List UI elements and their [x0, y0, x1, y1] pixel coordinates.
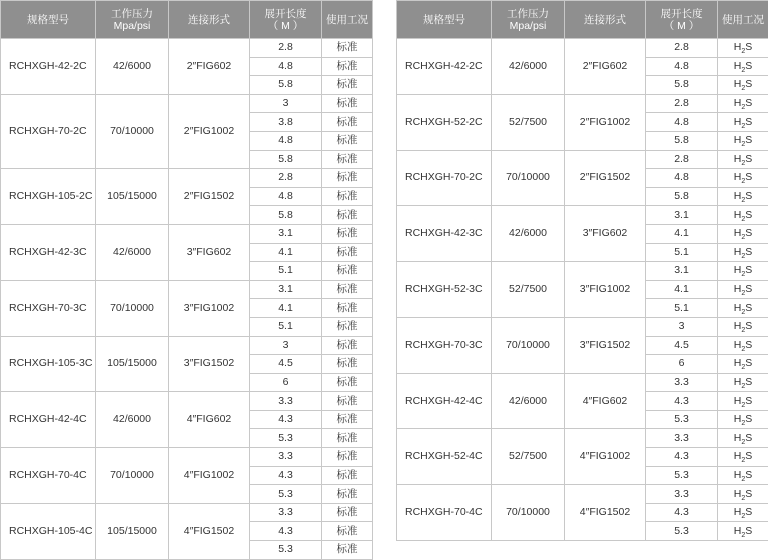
- condition-cell: 标准: [322, 169, 373, 188]
- condition-cell: $H_2S$: [718, 169, 768, 188]
- length-cell: 2.8: [646, 39, 718, 58]
- header-condition: 使用工况: [718, 1, 768, 39]
- model-cell: RCHXGH-70-2C: [397, 150, 492, 206]
- connection-cell: 3″FIG602: [169, 224, 250, 280]
- pressure-cell: 42/6000: [492, 39, 565, 95]
- table-row: [397, 317, 768, 336]
- pressure-cell: 70/10000: [492, 317, 565, 373]
- model-cell: RCHXGH-70-3C: [397, 317, 492, 373]
- table-row: [397, 150, 768, 169]
- model-cell: RCHXGH-105-4C: [1, 503, 96, 559]
- pressure-cell: 42/6000: [96, 39, 169, 95]
- model-cell: RCHXGH-70-4C: [1, 448, 96, 504]
- condition-cell: 标准: [322, 224, 373, 243]
- length-cell: 3: [250, 94, 322, 113]
- condition-cell: 标准: [322, 150, 373, 169]
- header-connection: 连接形式: [565, 1, 646, 39]
- condition-cell: $H_2S$: [718, 243, 768, 262]
- condition-cell: $H_2S$: [718, 522, 768, 541]
- pressure-cell: 70/10000: [492, 150, 565, 206]
- connection-cell: 3″FIG1002: [565, 262, 646, 318]
- table-row: [1, 336, 373, 355]
- connection-cell: 2″FIG602: [169, 39, 250, 95]
- condition-cell: 标准: [322, 503, 373, 522]
- length-cell: 4.8: [250, 187, 322, 206]
- connection-cell: 4″FIG1502: [565, 485, 646, 541]
- condition-cell: 标准: [322, 243, 373, 262]
- header-condition: 使用工况: [322, 1, 373, 39]
- condition-cell: $H_2S$: [718, 150, 768, 169]
- model-cell: RCHXGH-52-4C: [397, 429, 492, 485]
- condition-cell: $H_2S$: [718, 187, 768, 206]
- length-cell: 4.3: [250, 466, 322, 485]
- connection-cell: 2″FIG1002: [565, 94, 646, 150]
- condition-cell: $H_2S$: [718, 466, 768, 485]
- table-row: [1, 392, 373, 411]
- length-cell: 3.1: [646, 262, 718, 281]
- table-row: [1, 224, 373, 243]
- pressure-cell: 70/10000: [96, 448, 169, 504]
- length-cell: 5.1: [646, 243, 718, 262]
- length-cell: 3: [646, 317, 718, 336]
- header-pressure: 工作压力 Mpa/psi: [96, 1, 169, 39]
- model-cell: RCHXGH-70-2C: [1, 94, 96, 168]
- condition-cell: 标准: [322, 522, 373, 541]
- connection-cell: 4″FIG1002: [169, 448, 250, 504]
- table-row: [1, 94, 373, 113]
- length-cell: 3.3: [250, 503, 322, 522]
- connection-cell: 3″FIG1502: [565, 317, 646, 373]
- pressure-cell: 42/6000: [96, 392, 169, 448]
- length-cell: 4.8: [646, 113, 718, 132]
- length-cell: 4.1: [646, 224, 718, 243]
- model-cell: RCHXGH-42-4C: [1, 392, 96, 448]
- condition-cell: 标准: [322, 39, 373, 58]
- connection-cell: 2″FIG1502: [565, 150, 646, 206]
- table-row: [397, 206, 768, 225]
- condition-cell: $H_2S$: [718, 280, 768, 299]
- condition-cell: 标准: [322, 113, 373, 132]
- condition-cell: $H_2S$: [718, 373, 768, 392]
- condition-cell: 标准: [322, 429, 373, 448]
- model-cell: RCHXGH-52-2C: [397, 94, 492, 150]
- model-cell: RCHXGH-105-2C: [1, 169, 96, 225]
- length-cell: 4.1: [646, 280, 718, 299]
- length-cell: 3.3: [646, 373, 718, 392]
- length-cell: 3.8: [250, 113, 322, 132]
- condition-cell: $H_2S$: [718, 224, 768, 243]
- connection-cell: 3″FIG1502: [169, 336, 250, 392]
- table-row: [397, 429, 768, 448]
- connection-cell: 3″FIG602: [565, 206, 646, 262]
- connection-cell: 3″FIG1002: [169, 280, 250, 336]
- pressure-cell: 70/10000: [492, 485, 565, 541]
- pressure-cell: 42/6000: [492, 373, 565, 429]
- length-cell: 4.1: [250, 243, 322, 262]
- condition-cell: 标准: [322, 392, 373, 411]
- model-cell: RCHXGH-42-2C: [1, 39, 96, 95]
- condition-cell: 标准: [322, 187, 373, 206]
- connection-cell: 2″FIG1002: [169, 94, 250, 168]
- length-cell: 4.5: [646, 336, 718, 355]
- length-cell: 2.8: [250, 39, 322, 58]
- header-length: 展开长度 （ M ）: [646, 1, 718, 39]
- pressure-cell: 70/10000: [96, 94, 169, 168]
- condition-cell: $H_2S$: [718, 410, 768, 429]
- header-length: 展开长度 （ M ）: [250, 1, 322, 39]
- length-cell: 3.3: [250, 448, 322, 467]
- length-cell: 2.8: [646, 94, 718, 113]
- connection-cell: 4″FIG1502: [169, 503, 250, 559]
- model-cell: RCHXGH-42-3C: [397, 206, 492, 262]
- length-cell: 2.8: [250, 169, 322, 188]
- pressure-cell: 42/6000: [492, 206, 565, 262]
- condition-cell: 标准: [322, 448, 373, 467]
- length-cell: 5.3: [646, 522, 718, 541]
- condition-cell: 标准: [322, 410, 373, 429]
- length-cell: 5.8: [646, 187, 718, 206]
- pressure-cell: 42/6000: [96, 224, 169, 280]
- length-cell: 4.8: [646, 57, 718, 76]
- table-row: [1, 39, 373, 58]
- table-row: [1, 280, 373, 299]
- condition-cell: $H_2S$: [718, 448, 768, 467]
- pressure-cell: 105/15000: [96, 336, 169, 392]
- condition-cell: 标准: [322, 373, 373, 392]
- condition-cell: 标准: [322, 299, 373, 318]
- table-row: [1, 503, 373, 522]
- condition-cell: $H_2S$: [718, 76, 768, 95]
- table-row: [1, 448, 373, 467]
- model-cell: RCHXGH-70-3C: [1, 280, 96, 336]
- length-cell: 6: [646, 355, 718, 374]
- model-cell: RCHXGH-70-4C: [397, 485, 492, 541]
- length-cell: 3.3: [646, 485, 718, 504]
- condition-cell: $H_2S$: [718, 57, 768, 76]
- model-cell: RCHXGH-42-4C: [397, 373, 492, 429]
- table-row: [397, 485, 768, 504]
- standard-spec-table: [0, 0, 373, 560]
- condition-cell: $H_2S$: [718, 429, 768, 448]
- condition-cell: 标准: [322, 317, 373, 336]
- condition-cell: $H_2S$: [718, 262, 768, 281]
- condition-cell: 标准: [322, 485, 373, 504]
- condition-cell: 标准: [322, 355, 373, 374]
- left-table-body: [1, 39, 373, 560]
- condition-cell: $H_2S$: [718, 336, 768, 355]
- pressure-cell: 52/7500: [492, 429, 565, 485]
- model-cell: RCHXGH-105-3C: [1, 336, 96, 392]
- length-cell: 4.3: [250, 410, 322, 429]
- condition-cell: 标准: [322, 280, 373, 299]
- length-cell: 4.3: [646, 503, 718, 522]
- length-cell: 5.1: [646, 299, 718, 318]
- length-cell: 3.1: [646, 206, 718, 225]
- pressure-cell: 52/7500: [492, 94, 565, 150]
- table-row: [397, 94, 768, 113]
- table-header-row: [1, 1, 373, 39]
- length-cell: 4.8: [646, 169, 718, 188]
- length-cell: 3.1: [250, 280, 322, 299]
- length-cell: 4.8: [250, 57, 322, 76]
- length-cell: 5.3: [250, 429, 322, 448]
- h2s-spec-table: [396, 0, 768, 541]
- length-cell: 2.8: [646, 150, 718, 169]
- condition-cell: $H_2S$: [718, 317, 768, 336]
- length-cell: 3.3: [646, 429, 718, 448]
- right-table-body: [397, 39, 768, 541]
- condition-cell: $H_2S$: [718, 355, 768, 374]
- condition-cell: $H_2S$: [718, 131, 768, 150]
- condition-cell: $H_2S$: [718, 503, 768, 522]
- length-cell: 3: [250, 336, 322, 355]
- connection-cell: 2″FIG602: [565, 39, 646, 95]
- length-cell: 4.1: [250, 299, 322, 318]
- condition-cell: $H_2S$: [718, 485, 768, 504]
- length-cell: 5.8: [250, 206, 322, 225]
- condition-cell: $H_2S$: [718, 39, 768, 58]
- model-cell: RCHXGH-42-2C: [397, 39, 492, 95]
- condition-cell: 标准: [322, 76, 373, 95]
- connection-cell: 4″FIG602: [565, 373, 646, 429]
- length-cell: 5.3: [250, 485, 322, 504]
- length-cell: 4.3: [646, 392, 718, 411]
- length-cell: 5.3: [646, 466, 718, 485]
- pressure-cell: 52/7500: [492, 262, 565, 318]
- table-row: [1, 169, 373, 188]
- condition-cell: 标准: [322, 94, 373, 113]
- length-cell: 5.8: [646, 131, 718, 150]
- condition-cell: 标准: [322, 466, 373, 485]
- length-cell: 5.3: [646, 410, 718, 429]
- length-cell: 5.3: [250, 541, 322, 560]
- condition-cell: $H_2S$: [718, 299, 768, 318]
- condition-cell: 标准: [322, 57, 373, 76]
- condition-cell: 标准: [322, 541, 373, 560]
- length-cell: 4.3: [250, 522, 322, 541]
- header-connection: 连接形式: [169, 1, 250, 39]
- condition-cell: 标准: [322, 262, 373, 281]
- length-cell: 5.8: [250, 150, 322, 169]
- length-cell: 3.1: [250, 224, 322, 243]
- table-header-row: [397, 1, 768, 39]
- length-cell: 4.3: [646, 448, 718, 467]
- condition-cell: $H_2S$: [718, 206, 768, 225]
- header-model: 规格型号: [397, 1, 492, 39]
- length-cell: 4.5: [250, 355, 322, 374]
- pressure-cell: 105/15000: [96, 169, 169, 225]
- pressure-cell: 70/10000: [96, 280, 169, 336]
- table-row: [397, 39, 768, 58]
- header-model: 规格型号: [1, 1, 96, 39]
- condition-cell: $H_2S$: [718, 94, 768, 113]
- length-cell: 5.1: [250, 262, 322, 281]
- condition-cell: $H_2S$: [718, 392, 768, 411]
- length-cell: 3.3: [250, 392, 322, 411]
- model-cell: RCHXGH-42-3C: [1, 224, 96, 280]
- header-pressure: 工作压力 Mpa/psi: [492, 1, 565, 39]
- connection-cell: 4″FIG1002: [565, 429, 646, 485]
- model-cell: RCHXGH-52-3C: [397, 262, 492, 318]
- condition-cell: $H_2S$: [718, 113, 768, 132]
- pressure-cell: 105/15000: [96, 503, 169, 559]
- length-cell: 5.8: [250, 76, 322, 95]
- connection-cell: 2″FIG1502: [169, 169, 250, 225]
- connection-cell: 4″FIG602: [169, 392, 250, 448]
- length-cell: 6: [250, 373, 322, 392]
- length-cell: 4.8: [250, 131, 322, 150]
- length-cell: 5.1: [250, 317, 322, 336]
- condition-cell: 标准: [322, 131, 373, 150]
- condition-cell: 标准: [322, 206, 373, 225]
- table-row: [397, 373, 768, 392]
- condition-cell: 标准: [322, 336, 373, 355]
- table-row: [397, 262, 768, 281]
- length-cell: 5.8: [646, 76, 718, 95]
